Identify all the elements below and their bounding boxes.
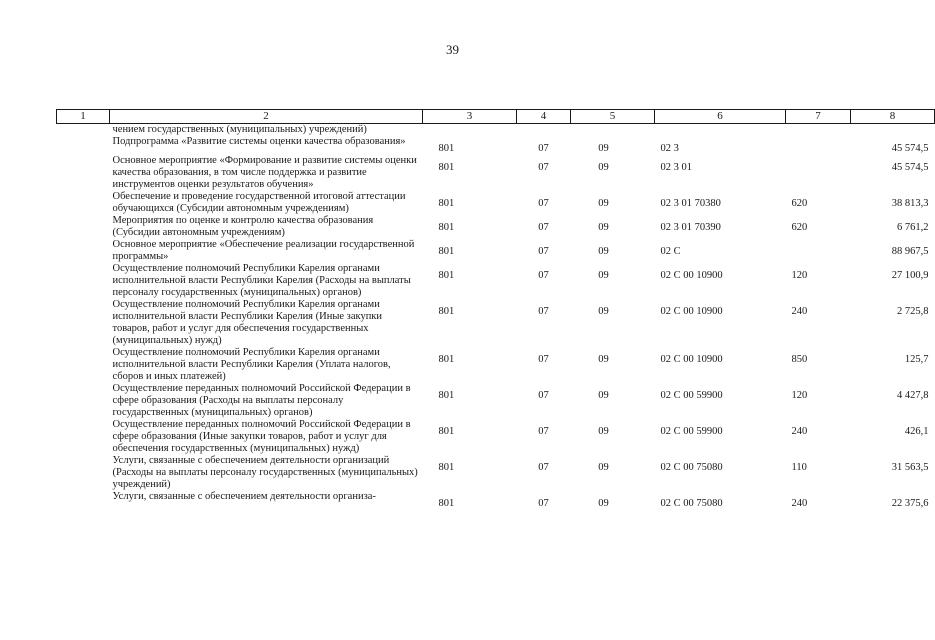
cell-col-1 bbox=[57, 155, 110, 191]
header-col-4: 4 bbox=[517, 110, 571, 124]
header-col-8: 8 bbox=[851, 110, 935, 124]
table-row bbox=[57, 239, 935, 263]
table-row bbox=[57, 455, 935, 491]
cell-section: 07 bbox=[538, 306, 549, 317]
cell-expense-type: 240 bbox=[791, 498, 808, 509]
cell-section: 07 bbox=[538, 246, 549, 257]
cell-target-article: 02 3 01 70390 bbox=[660, 222, 721, 233]
cell-admin-code: 801 bbox=[438, 246, 455, 257]
cell-section: 07 bbox=[538, 270, 549, 281]
cell-admin-code: 801 bbox=[438, 306, 455, 317]
cell-col-1 bbox=[57, 124, 110, 137]
cell-col-1 bbox=[57, 455, 110, 491]
cell-subsection bbox=[571, 124, 655, 137]
cell-col-1 bbox=[57, 491, 110, 510]
cell-description: Подпрограмма «Развитие системы оценки качества образования» bbox=[112, 136, 406, 147]
cell-col-1 bbox=[57, 215, 110, 239]
cell-amount: 2 725,8 bbox=[897, 306, 929, 317]
cell-description: Мероприятия по оценке и контролю качества образования (Субсидии автономным учреждениям) bbox=[112, 215, 374, 238]
table-row bbox=[57, 155, 935, 191]
cell-amount: 6 761,2 bbox=[897, 222, 929, 233]
header-col-5: 5 bbox=[571, 110, 655, 124]
cell-expense-type bbox=[786, 136, 851, 155]
cell-section: 07 bbox=[538, 222, 549, 233]
cell-admin-code: 801 bbox=[438, 162, 455, 173]
cell-target-article bbox=[655, 124, 786, 137]
cell-amount bbox=[851, 124, 935, 137]
cell-expense-type bbox=[786, 155, 851, 191]
cell-expense-type bbox=[786, 239, 851, 263]
table-row bbox=[57, 215, 935, 239]
cell-target-article: 02 С 00 75080 bbox=[660, 498, 723, 509]
cell-subsection: 09 bbox=[598, 198, 609, 209]
cell-amount: 27 100,9 bbox=[891, 270, 929, 281]
cell-amount: 45 574,5 bbox=[891, 162, 929, 173]
cell-target-article: 02 С 00 59900 bbox=[660, 426, 723, 437]
cell-col-1 bbox=[57, 419, 110, 455]
cell-expense-type: 620 bbox=[791, 198, 808, 209]
cell-description: Услуги, связанные с обеспечением деятельности организаций (Расходы на выплаты персоналу государственных (муниципальных) учреждений) bbox=[112, 455, 418, 490]
cell-target-article: 02 С 00 75080 bbox=[660, 462, 723, 473]
cell-expense-type: 850 bbox=[791, 354, 808, 365]
cell-subsection: 09 bbox=[598, 462, 609, 473]
page-number: 39 bbox=[446, 42, 459, 57]
cell-amount: 426,1 bbox=[904, 426, 929, 437]
cell-admin-code: 801 bbox=[438, 390, 455, 401]
cell-section: 07 bbox=[538, 198, 549, 209]
cell-description: Осуществление переданных полномочий Российской Федерации в сфере образования (Расходы на выплаты персоналу государственных (муниципальных) органов) bbox=[112, 383, 411, 418]
table-row bbox=[57, 419, 935, 455]
cell-amount: 22 375,6 bbox=[891, 498, 929, 509]
budget-table bbox=[56, 109, 935, 510]
cell-target-article: 02 3 01 bbox=[660, 162, 692, 173]
cell-amount: 31 563,5 bbox=[891, 462, 929, 473]
cell-target-article: 02 3 bbox=[660, 143, 679, 154]
table-row bbox=[57, 136, 935, 155]
cell-target-article: 02 С 00 10900 bbox=[660, 306, 723, 317]
cell-admin-code: 801 bbox=[438, 462, 455, 473]
cell-section: 07 bbox=[538, 162, 549, 173]
cell-col-1 bbox=[57, 299, 110, 347]
table-row bbox=[57, 299, 935, 347]
cell-description: Основное мероприятие «Обеспечение реализации государственной программы» bbox=[112, 239, 415, 262]
table-row bbox=[57, 191, 935, 215]
cell-col-1 bbox=[57, 191, 110, 215]
cell-expense-type: 240 bbox=[791, 426, 808, 437]
cell-section: 07 bbox=[538, 354, 549, 365]
cell-expense-type: 240 bbox=[791, 306, 808, 317]
cell-admin-code bbox=[423, 124, 517, 137]
cell-amount: 4 427,8 bbox=[897, 390, 929, 401]
cell-col-1 bbox=[57, 239, 110, 263]
cell-section: 07 bbox=[538, 426, 549, 437]
cell-description: Услуги, связанные с обеспечением деятельности организа- bbox=[112, 491, 376, 502]
cell-subsection: 09 bbox=[598, 354, 609, 365]
table-row bbox=[57, 491, 935, 510]
cell-description: Осуществление переданных полномочий Российской Федерации в сфере образования (Иные закупки товаров, работ и услуг для обеспечения государственных (муниципальных) нужд) bbox=[112, 419, 411, 454]
header-col-6: 6 bbox=[655, 110, 786, 124]
cell-admin-code: 801 bbox=[438, 198, 455, 209]
cell-subsection: 09 bbox=[598, 246, 609, 257]
cell-target-article: 02 3 01 70380 bbox=[660, 198, 721, 209]
cell-expense-type: 110 bbox=[791, 462, 807, 473]
cell-description: чением государственных (муниципальных) учреждений) bbox=[112, 124, 367, 135]
cell-subsection: 09 bbox=[598, 143, 609, 154]
cell-description: Осуществление полномочий Республики Карелия органами исполнительной власти Республики Карелия (Расходы на выплаты персоналу государственных (муниципальных) органов) bbox=[112, 263, 411, 298]
cell-target-article: 02 С 00 59900 bbox=[660, 390, 723, 401]
cell-description: Обеспечение и проведение государственной итоговой аттестации обучающихся (Субсидии автономным учреждениям) bbox=[112, 191, 406, 214]
cell-col-1 bbox=[57, 347, 110, 383]
table-row bbox=[57, 383, 935, 419]
cell-subsection: 09 bbox=[598, 498, 609, 509]
cell-section: 07 bbox=[538, 498, 549, 509]
cell-subsection: 09 bbox=[598, 306, 609, 317]
cell-target-article: 02 С 00 10900 bbox=[660, 270, 723, 281]
cell-expense-type: 120 bbox=[791, 390, 808, 401]
header-col-2: 2 bbox=[110, 110, 423, 124]
cell-subsection: 09 bbox=[598, 162, 609, 173]
cell-description: Осуществление полномочий Республики Карелия органами исполнительной власти Республики Карелия (Иные закупки товаров, работ и услуг для обеспечения государственных (муниципальных) нужд) bbox=[112, 299, 383, 346]
cell-admin-code: 801 bbox=[438, 143, 455, 154]
table-row bbox=[57, 347, 935, 383]
cell-section: 07 bbox=[538, 462, 549, 473]
cell-expense-type: 620 bbox=[791, 222, 808, 233]
table-row bbox=[57, 124, 935, 137]
cell-admin-code: 801 bbox=[438, 354, 455, 365]
cell-target-article: 02 С 00 10900 bbox=[660, 354, 723, 365]
cell-description: Осуществление полномочий Республики Карелия органами исполнительной власти Республики Карелия (Уплата налогов, сборов и иных платежей) bbox=[112, 347, 391, 382]
cell-target-article: 02 С bbox=[660, 246, 681, 257]
cell-admin-code: 801 bbox=[438, 498, 455, 509]
cell-expense-type bbox=[786, 124, 851, 137]
cell-subsection: 09 bbox=[598, 390, 609, 401]
cell-col-1 bbox=[57, 263, 110, 299]
cell-section: 07 bbox=[538, 143, 549, 154]
cell-amount: 45 574,5 bbox=[891, 143, 929, 154]
cell-amount: 125,7 bbox=[904, 354, 929, 365]
header-col-7: 7 bbox=[786, 110, 851, 124]
cell-admin-code: 801 bbox=[438, 270, 455, 281]
header-col-1: 1 bbox=[57, 110, 110, 124]
header-col-3: 3 bbox=[423, 110, 517, 124]
cell-subsection: 09 bbox=[598, 270, 609, 281]
cell-col-1 bbox=[57, 383, 110, 419]
cell-col-1 bbox=[57, 136, 110, 155]
cell-subsection: 09 bbox=[598, 426, 609, 437]
cell-section bbox=[517, 124, 571, 137]
cell-admin-code: 801 bbox=[438, 426, 455, 437]
cell-admin-code: 801 bbox=[438, 222, 455, 233]
cell-expense-type: 120 bbox=[791, 270, 808, 281]
table-row bbox=[57, 263, 935, 299]
cell-section: 07 bbox=[538, 390, 549, 401]
cell-amount: 38 813,3 bbox=[891, 198, 929, 209]
cell-subsection: 09 bbox=[598, 222, 609, 233]
cell-description: Основное мероприятие «Формирование и развитие системы оценки качества образования, в том числе поддержка и развитие инструментов оценки результатов обучения» bbox=[112, 155, 417, 190]
header-row bbox=[57, 110, 935, 124]
cell-amount: 88 967,5 bbox=[891, 246, 929, 257]
